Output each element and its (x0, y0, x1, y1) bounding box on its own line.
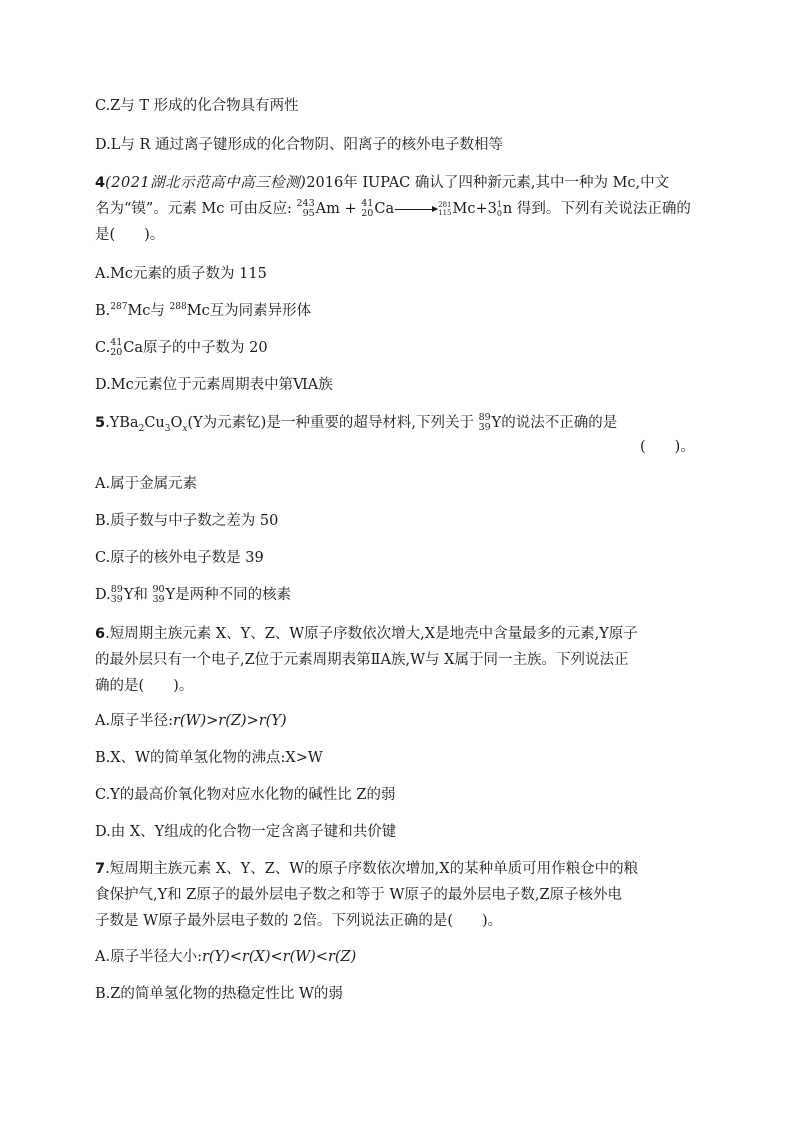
mc288-mass: 288 (169, 302, 187, 313)
ca41-z: 20 (110, 347, 123, 358)
q7-stem-text1: .短周期主族元素 X、Y、Z、W的原子序数依次增加,X的某种单质可用作粮仓中的粮 (105, 861, 639, 877)
q6-option-a-formula: r(W)>r(Z)>r(Y) (172, 713, 287, 729)
q5-option-b: B.质子数与中子数之差为 50 (95, 513, 279, 529)
q7-stem-line2: 食保护气,Y和 Z原子的最外层电子数之和等于 W原子的最外层电子数,Z原子核外电 (95, 887, 623, 903)
reaction-arrow-icon (395, 209, 437, 210)
q5-formula-part2: Cu (144, 415, 165, 431)
q7-number: 7 (95, 861, 106, 877)
am-nuclide-numbers (297, 199, 315, 219)
q5-formula-sub-o: x (182, 423, 188, 434)
ca-nuclide-numbers (361, 199, 373, 219)
q6-stem-line1 (95, 624, 638, 644)
q6-option-c: C.Y的最高价氧化物对应水化物的碱性比 Z的弱 (95, 787, 396, 803)
q6-option-b: B.X、W的简单氢化物的沸点:X>W (95, 750, 323, 766)
y89-d-mass: 89 (110, 584, 123, 595)
q7-stem-line1 (95, 859, 638, 879)
q5-formula-part3: O (170, 415, 183, 431)
q3-option-d: D.L与 R 通过离子键形成的化合物阴、阳离子的核外电子数相等 (95, 137, 503, 153)
q7-option-a-label: A.原子半径大小: (95, 949, 202, 965)
y89-d-numbers (111, 585, 123, 605)
am-mass-number: 243 (296, 198, 315, 209)
q4-option-b-text: Mc互为同素异形体 (186, 303, 312, 319)
plus-sign: + (344, 201, 357, 217)
mc287-mass: 287 (110, 302, 128, 313)
q4-option-d: D.Mc元素位于元素周期表中第ⅥA族 (95, 377, 333, 393)
ca-symbol: Ca (374, 201, 395, 217)
q5-stem-line1 (95, 413, 617, 433)
q4-stem-text3: 得到。下列有关说法正确的 (516, 201, 691, 217)
q6-option-a (95, 711, 287, 731)
q5-option-d (95, 585, 291, 605)
q7-option-a-formula: r(Y)<r(X)<r(W)<r(Z) (201, 949, 357, 965)
neutron-symbol: n (502, 201, 513, 217)
ca41-numbers (110, 338, 122, 358)
y89-d-z: 39 (110, 594, 123, 605)
ca-atomic-number: 20 (361, 208, 374, 219)
am-atomic-number: 95 (302, 208, 315, 219)
q5-stem-text: (Y为元素钇)是一种重要的超导材料,下列关于 (187, 415, 479, 431)
q4-option-c-label: C. (95, 340, 111, 356)
q6-number: 6 (95, 626, 106, 642)
neutron-mass-number: 1 (496, 200, 502, 209)
q6-option-a-label: A.原子半径: (95, 713, 173, 729)
q5-option-d-mid: Y和 (123, 587, 153, 603)
mc-mass-number: 281 (438, 201, 452, 209)
q4-stem-line2 (95, 199, 691, 219)
q4-stem-line1 (95, 173, 669, 193)
q4-option-c-text: Ca原子的中子数为 20 (123, 340, 268, 356)
ca41-mass: 41 (110, 337, 123, 348)
am-symbol: Am (315, 201, 340, 217)
ca-mass-number: 41 (361, 198, 374, 209)
q5-answer-paren: ( )。 (640, 439, 695, 455)
neutron-numbers (497, 200, 502, 218)
q4-source: (2021湖北示范高中高三检测) (105, 175, 307, 191)
y90-numbers (153, 585, 165, 605)
y89-numbers (479, 413, 491, 433)
q4-stem-line3: 是( )。 (95, 227, 165, 243)
q5-formula-sub-ba: 2 (138, 423, 145, 434)
q6-option-d: D.由 X、Y组成的化合物一定含离子键和共价键 (95, 824, 397, 840)
q7-option-b: B.Z的简单氢化物的热稳定性比 W的弱 (95, 986, 343, 1002)
q4-option-b-mid: Mc与 (127, 303, 170, 319)
q5-formula-part1: .YBa (105, 415, 139, 431)
q4-option-a: A.Mc元素的质子数为 115 (95, 266, 267, 282)
y89-mass: 89 (478, 412, 491, 423)
mc-symbol: Mc+3 (452, 201, 497, 217)
mc-nuclide-numbers (438, 201, 451, 217)
q7-option-a (95, 947, 356, 967)
q4-stem-text1: 2016年 IUPAC 确认了四种新元素,其中一种为 Mc,中文 (306, 175, 670, 191)
q5-formula-sub-cu: 3 (164, 423, 171, 434)
q4-option-b-label: B. (95, 303, 111, 319)
neutron-charge-number: 0 (496, 209, 502, 218)
mc-atomic-number: 115 (438, 209, 452, 217)
q5-option-c: C.原子的核外电子数是 39 (95, 550, 264, 566)
q5-option-a: A.属于金属元素 (95, 476, 198, 492)
y90-mass: 90 (152, 584, 165, 595)
q6-stem-text1: .短周期主族元素 X、Y、Z、W原子序数依次增大,X是地壳中含量最多的元素,Y原子 (105, 626, 638, 642)
q4-number: 4 (95, 175, 106, 191)
y89-z: 39 (478, 422, 491, 433)
q6-stem-line3: 确的是( )。 (95, 678, 194, 694)
y90-z: 39 (152, 594, 165, 605)
q5-number: 5 (95, 415, 106, 431)
q5-stem-text2: Y的说法不正确的是 (491, 415, 618, 431)
q6-stem-line2: 的最外层只有一个电子,Z位于元素周期表第ⅡA族,W与 X属于同一主族。下列说法正 (95, 652, 629, 668)
q7-stem-line3: 子数是 W原子最外层电子数的 2倍。下列说法正确的是( )。 (95, 913, 503, 929)
q5-option-d-text: Y是两种不同的核素 (165, 587, 292, 603)
q5-option-d-label: D. (95, 587, 111, 603)
q4-stem-text2: 名为“镆”。元素 Mc 可由反应: (95, 201, 292, 217)
q4-option-c (95, 338, 268, 358)
q4-option-b (95, 301, 311, 321)
q3-option-c: C.Z与 T 形成的化合物具有两性 (95, 98, 299, 114)
